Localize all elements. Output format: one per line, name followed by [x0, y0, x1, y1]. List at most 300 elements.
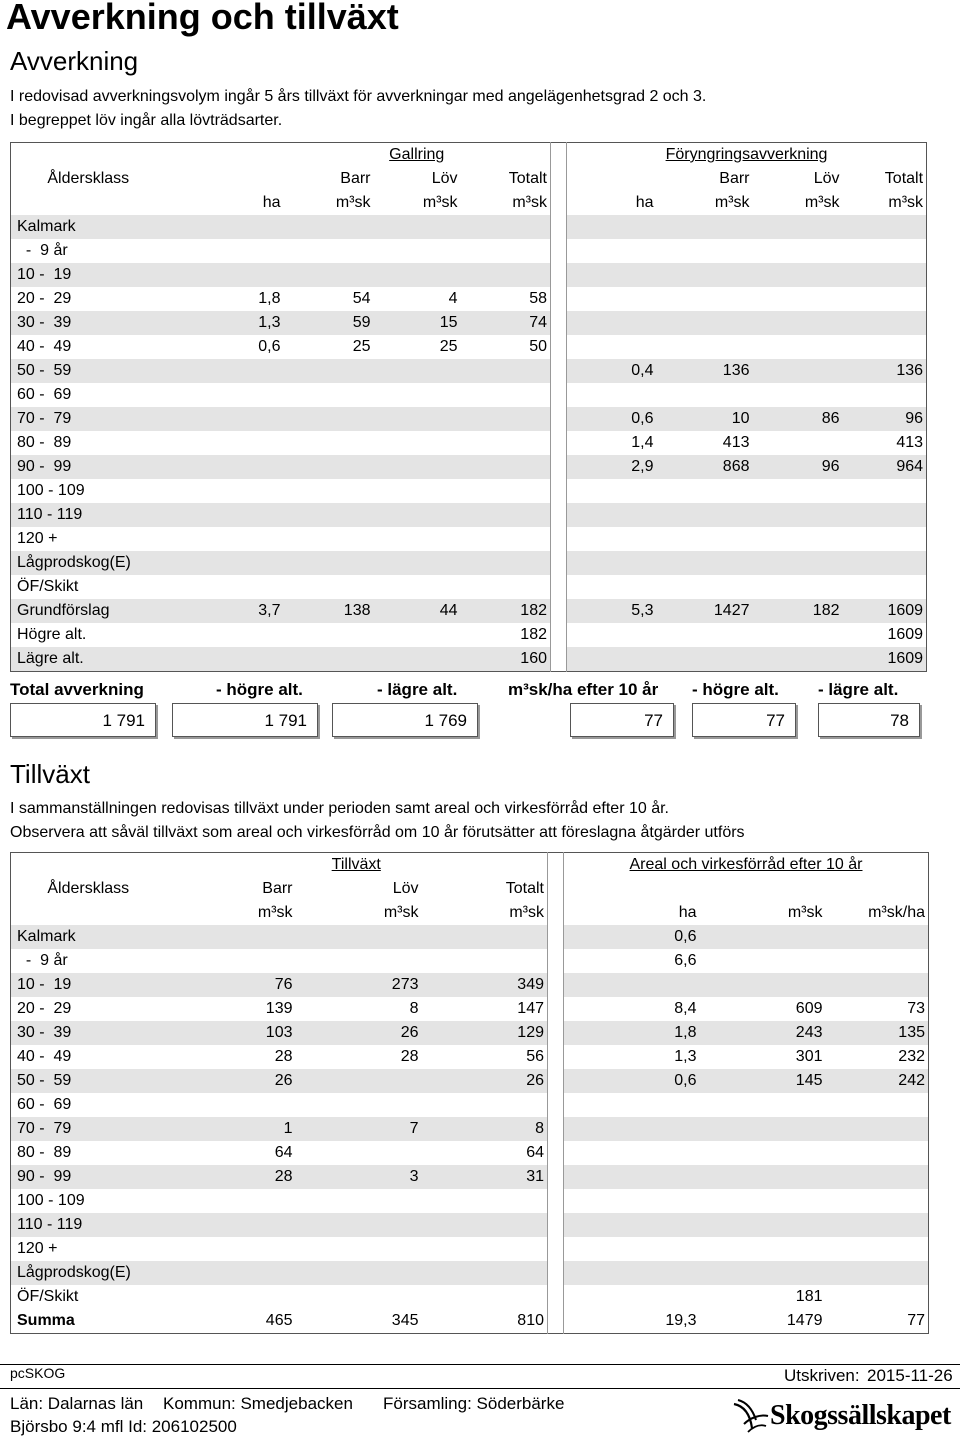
- table-cell: [700, 1189, 826, 1213]
- col-totalt: Totalt: [843, 167, 927, 191]
- table-cell: [284, 383, 374, 407]
- table-row: [11, 973, 929, 997]
- table-cell: [422, 1285, 548, 1309]
- table-cell: [700, 1165, 826, 1189]
- table-cell: 182: [520, 626, 547, 643]
- total-value-box: 78: [818, 703, 920, 737]
- table-cell: [166, 1189, 296, 1213]
- table-cell: 4: [448, 290, 458, 307]
- table-cell: [567, 503, 657, 527]
- row-label: 70 - 79: [11, 407, 166, 431]
- unit-ha: ha: [166, 191, 284, 215]
- col-aldersklass: Åldersklass: [11, 877, 166, 901]
- table-cell: [843, 479, 927, 503]
- table-cell: 1609: [843, 647, 927, 672]
- table-cell: [826, 1285, 929, 1309]
- table-cell: 96: [753, 455, 843, 479]
- table-cell: 28: [166, 1165, 296, 1189]
- table-cell: [567, 575, 657, 599]
- table-cell: [461, 215, 551, 239]
- table-cell: [843, 287, 927, 311]
- table-cell: [567, 647, 657, 672]
- table-cell: 25: [352, 338, 371, 355]
- table-cell: [166, 479, 284, 503]
- table-cell: [826, 1141, 929, 1165]
- table-cell: [422, 1213, 548, 1237]
- table-row: [11, 1117, 929, 1141]
- table-cell: [753, 623, 843, 647]
- table-row: [11, 359, 927, 383]
- page-title: Avverkning och tillväxt: [6, 0, 399, 37]
- lan-label: Län: Dalarnas län: [10, 1394, 144, 1413]
- table-cell: 58: [529, 290, 547, 307]
- table-cell: [284, 623, 374, 647]
- table-row: [11, 287, 927, 311]
- table-cell: 19,3: [564, 1309, 700, 1334]
- table-cell: [166, 503, 284, 527]
- table-cell: [753, 287, 843, 311]
- table-cell: [700, 1141, 826, 1165]
- row-label: 110 - 119: [11, 1213, 166, 1237]
- table-cell: [826, 1117, 929, 1141]
- table-row: [11, 647, 927, 672]
- table-cell: [700, 1261, 826, 1285]
- table-cell: [166, 925, 296, 949]
- table-cell: [567, 479, 657, 503]
- unit-m3sk: m³sk: [843, 191, 927, 215]
- table-cell: [374, 239, 461, 263]
- row-label: Lägre alt.: [11, 647, 166, 672]
- table-cell: [753, 479, 843, 503]
- table-cell: [564, 1141, 700, 1165]
- table-cell: [461, 407, 551, 431]
- row-label: Summa: [11, 1309, 166, 1334]
- table-cell: 1,8: [258, 290, 281, 307]
- forsamling-label: Församling: Söderbärke: [383, 1394, 565, 1413]
- table-cell: [843, 383, 927, 407]
- table-cell: [843, 551, 927, 575]
- table-cell: [657, 503, 753, 527]
- table-row: [11, 455, 927, 479]
- table-row: [11, 925, 929, 949]
- row-label: Lågprodskog(E): [11, 551, 166, 575]
- row-label: 120 +: [17, 1240, 58, 1257]
- row-label: 30 - 39: [11, 1021, 166, 1045]
- table-cell: [753, 239, 843, 263]
- table-cell: [284, 527, 374, 551]
- printed-label: Utskriven:: [784, 1366, 860, 1385]
- table-cell: [284, 431, 374, 455]
- table-cell: [753, 215, 843, 239]
- row-label: Högre alt.: [17, 626, 87, 643]
- row-label: Lågprodskog(E): [11, 1261, 166, 1285]
- table-cell: [374, 431, 461, 455]
- table-cell: [296, 1189, 422, 1213]
- col-aldersklass: Åldersklass: [11, 167, 166, 191]
- table-cell: [461, 503, 551, 527]
- table-row: [11, 1213, 929, 1237]
- table-cell: [657, 527, 753, 551]
- table-cell: 810: [422, 1309, 548, 1334]
- table-cell: 64: [274, 1144, 293, 1161]
- table-cell: [567, 527, 657, 551]
- table-cell: 28: [274, 1048, 293, 1065]
- total-value-box: 1 791: [10, 703, 156, 737]
- row-label: 100 - 109: [17, 1192, 85, 1209]
- total-label: Total avverkning: [10, 680, 144, 699]
- table-cell: 964: [843, 455, 927, 479]
- table-cell: [843, 263, 927, 287]
- table-cell: [753, 383, 843, 407]
- table-cell: 56: [526, 1048, 544, 1065]
- group-tillvaxt: Tillväxt: [166, 853, 548, 878]
- table-cell: 301: [795, 1048, 823, 1065]
- table-row: [11, 1309, 929, 1334]
- table-cell: [843, 575, 927, 599]
- table-cell: [826, 973, 929, 997]
- table-cell: 26: [166, 1069, 296, 1093]
- table-cell: 139: [265, 1000, 293, 1017]
- table-cell: [826, 1093, 929, 1117]
- table-cell: 182: [753, 599, 843, 623]
- table-row: [11, 503, 927, 527]
- table-cell: [374, 263, 461, 287]
- table-cell: [166, 949, 296, 973]
- table-cell: [843, 311, 927, 335]
- row-label: 20 - 29: [17, 290, 72, 307]
- table-cell: [700, 973, 826, 997]
- row-label: ÖF/Skikt: [17, 578, 79, 595]
- unit-m3sk: m³sk: [753, 191, 843, 215]
- table-cell: 59: [284, 311, 374, 335]
- row-label: 80 - 89: [17, 434, 72, 451]
- table-cell: [284, 263, 374, 287]
- table-cell: 182: [461, 599, 551, 623]
- row-label: 30 - 39: [11, 311, 166, 335]
- table-cell: 3: [296, 1165, 422, 1189]
- table-cell: [461, 239, 551, 263]
- table-row: [11, 575, 927, 599]
- row-label: 80 - 89: [17, 1144, 72, 1161]
- table-cell: [166, 1093, 296, 1117]
- table-cell: 8,4: [674, 1000, 697, 1017]
- table-cell: [166, 263, 284, 287]
- table-cell: 26: [296, 1021, 422, 1045]
- table-cell: [657, 479, 753, 503]
- table-row: [11, 263, 927, 287]
- table-cell: [564, 1237, 700, 1261]
- unit-m3sk: m³sk: [374, 191, 461, 215]
- row-label: 20 - 29: [17, 1000, 72, 1017]
- table-cell: 465: [166, 1309, 296, 1334]
- row-label: 90 - 99: [11, 1165, 166, 1189]
- row-label: Kalmark: [11, 925, 166, 949]
- tillvaxt-table: [10, 852, 929, 1334]
- table-cell: 1,4: [631, 434, 654, 451]
- table-cell: [657, 215, 753, 239]
- intro-text-1: I redovisad avverkningsvolym ingår 5 års tillväxt för avverkningar med angelägenhetsgrad 2 och 3.: [10, 88, 707, 105]
- unit-m3sk: m³sk: [461, 191, 551, 215]
- table-row: [11, 551, 927, 575]
- table-cell: [374, 407, 461, 431]
- table-row: [11, 1069, 929, 1093]
- col-barr: Barr: [284, 167, 374, 191]
- table-cell: [374, 575, 461, 599]
- row-label: 50 - 59: [11, 1069, 166, 1093]
- table-cell: [284, 215, 374, 239]
- unit-m3sk: m³sk: [700, 901, 826, 925]
- table-cell: [753, 335, 843, 359]
- table-cell: 1,3: [166, 311, 284, 335]
- table-cell: [461, 575, 551, 599]
- table-row: [11, 1045, 929, 1069]
- table-cell: [166, 527, 284, 551]
- table-cell: [422, 949, 548, 973]
- table-row: [11, 431, 927, 455]
- table-cell: [564, 1213, 700, 1237]
- table-cell: 8: [409, 1000, 419, 1017]
- col-barr: Barr: [657, 167, 753, 191]
- table-row: [11, 527, 927, 551]
- unit-m3sk: m³sk: [296, 901, 422, 925]
- unit-m3sk: m³sk: [657, 191, 753, 215]
- table-cell: 96: [843, 407, 927, 431]
- table-row: [11, 215, 927, 239]
- table-cell: 54: [352, 290, 371, 307]
- table-row: [11, 1141, 929, 1165]
- table-cell: [700, 1213, 826, 1237]
- col-totalt: Totalt: [461, 167, 551, 191]
- table-cell: [374, 503, 461, 527]
- table-cell: [567, 215, 657, 239]
- table-cell: [657, 239, 753, 263]
- table-cell: [422, 1189, 548, 1213]
- logo-text: Skogssällskapet: [770, 1400, 951, 1431]
- footer-divider-top: [0, 1364, 960, 1365]
- footer-divider-bottom: [0, 1388, 960, 1389]
- table-row: [11, 239, 927, 263]
- table-cell: 345: [296, 1309, 422, 1334]
- col-lov: Löv: [296, 877, 422, 901]
- table-cell: 3,7: [166, 599, 284, 623]
- table-cell: [843, 239, 927, 263]
- row-label: 40 - 49: [17, 338, 72, 355]
- tillvaxt-text-2: Observera att såväl tillväxt som areal och virkesförråd om 10 år förutsätter att föreslagna åtgärder utförs: [10, 824, 745, 841]
- table-cell: 74: [461, 311, 551, 335]
- table-cell: [826, 1213, 929, 1237]
- table-row: [11, 1093, 929, 1117]
- table-row: [11, 623, 927, 647]
- row-label: 110 - 119: [11, 503, 166, 527]
- kommun-label: Kommun: Smedjebacken: [163, 1394, 353, 1413]
- table-cell: [567, 551, 657, 575]
- table-cell: 26: [422, 1069, 548, 1093]
- table-cell: [843, 215, 927, 239]
- table-cell: 15: [374, 311, 461, 335]
- table-cell: 0,6: [564, 1069, 700, 1093]
- table-cell: 129: [422, 1021, 548, 1045]
- table-cell: 31: [422, 1165, 548, 1189]
- table-cell: 273: [296, 973, 422, 997]
- table-cell: [826, 1237, 929, 1261]
- fastighet-label: Björsbo 9:4 mfl Id: 206102500: [10, 1417, 237, 1436]
- table-cell: [567, 239, 657, 263]
- table-cell: 7: [296, 1117, 422, 1141]
- table-row: [11, 997, 929, 1021]
- table-cell: [296, 1093, 422, 1117]
- table-cell: [284, 479, 374, 503]
- table-cell: [284, 647, 374, 672]
- row-label: 90 - 99: [11, 455, 166, 479]
- table-cell: [461, 455, 551, 479]
- row-label: 10 - 19: [11, 263, 166, 287]
- unit-m3sk: m³sk: [422, 901, 548, 925]
- table-cell: [657, 311, 753, 335]
- table-cell: 1427: [657, 599, 753, 623]
- table-row: [11, 479, 927, 503]
- table-cell: 135: [826, 1021, 929, 1045]
- table-cell: [564, 1285, 700, 1309]
- table-cell: [753, 575, 843, 599]
- table-cell: 413: [896, 434, 924, 451]
- table-cell: 609: [795, 1000, 823, 1017]
- table-cell: [753, 359, 843, 383]
- table-cell: [564, 1093, 700, 1117]
- table-cell: [700, 1117, 826, 1141]
- table-cell: [461, 479, 551, 503]
- table-cell: [753, 503, 843, 527]
- table-cell: [422, 1261, 548, 1285]
- table-cell: 77: [826, 1309, 929, 1334]
- table-cell: [166, 1213, 296, 1237]
- table-cell: [700, 1093, 826, 1117]
- table-cell: 25: [439, 338, 458, 355]
- table-cell: [374, 551, 461, 575]
- table-row: [11, 949, 929, 973]
- table-cell: [564, 1165, 700, 1189]
- table-cell: [296, 1261, 422, 1285]
- table-cell: 0,6: [567, 407, 657, 431]
- table-cell: [296, 1141, 422, 1165]
- table-cell: 138: [284, 599, 374, 623]
- table-cell: [700, 925, 826, 949]
- table-cell: [461, 359, 551, 383]
- table-cell: [284, 359, 374, 383]
- table-row: [11, 599, 927, 623]
- table-cell: [461, 383, 551, 407]
- row-label: 40 - 49: [17, 1048, 72, 1065]
- row-label: 60 - 69: [17, 386, 72, 403]
- table-cell: 0,4: [567, 359, 657, 383]
- col-totalt: Totalt: [422, 877, 548, 901]
- table-cell: [166, 647, 284, 672]
- table-cell: [284, 503, 374, 527]
- table-cell: [284, 551, 374, 575]
- table-cell: [374, 623, 461, 647]
- table-cell: [166, 239, 284, 263]
- table-cell: [657, 575, 753, 599]
- table-cell: 6,6: [674, 952, 697, 969]
- section-heading-tillvaxt: Tillväxt: [10, 759, 90, 789]
- table-cell: [374, 647, 461, 672]
- table-cell: 1: [166, 1117, 296, 1141]
- table-cell: 2,9: [567, 455, 657, 479]
- table-cell: [461, 551, 551, 575]
- row-label: - 9 år: [17, 242, 68, 259]
- table-cell: 50: [529, 338, 547, 355]
- group-foryngring: Föryngringsavverkning: [567, 143, 927, 168]
- table-cell: 76: [166, 973, 296, 997]
- table-cell: [567, 287, 657, 311]
- table-cell: [753, 551, 843, 575]
- table-cell: [374, 479, 461, 503]
- table-cell: 1,3: [674, 1048, 697, 1065]
- table-cell: [564, 1261, 700, 1285]
- table-cell: [461, 263, 551, 287]
- table-cell: [166, 1261, 296, 1285]
- table-cell: 147: [517, 1000, 544, 1017]
- table-cell: [567, 623, 657, 647]
- table-cell: [284, 455, 374, 479]
- table-cell: [700, 949, 826, 973]
- col-barr: Barr: [166, 877, 296, 901]
- table-cell: 413: [722, 434, 750, 451]
- table-cell: [843, 335, 927, 359]
- table-row: [11, 1165, 929, 1189]
- unit-ha: ha: [567, 191, 657, 215]
- table-cell: 136: [843, 359, 927, 383]
- table-cell: [166, 383, 284, 407]
- table-cell: [166, 1285, 296, 1309]
- table-cell: [826, 949, 929, 973]
- table-cell: [422, 1237, 548, 1261]
- table-cell: [826, 1189, 929, 1213]
- table-row: [11, 1189, 929, 1213]
- row-label: 120 +: [17, 530, 58, 547]
- table-row: [11, 1237, 929, 1261]
- table-cell: [826, 1261, 929, 1285]
- table-cell: [296, 1069, 422, 1093]
- table-cell: [296, 1213, 422, 1237]
- tillvaxt-text-1: I sammanställningen redovisas tillväxt under perioden samt areal och virkesförråd efter 10 år.: [10, 800, 669, 817]
- table-cell: [422, 925, 548, 949]
- table-cell: [657, 383, 753, 407]
- col-lov: Löv: [753, 167, 843, 191]
- table-cell: [284, 575, 374, 599]
- table-cell: [657, 647, 753, 672]
- table-cell: [296, 1285, 422, 1309]
- row-label: 10 - 19: [11, 973, 166, 997]
- table-cell: 103: [166, 1021, 296, 1045]
- table-cell: [567, 383, 657, 407]
- table-cell: [166, 431, 284, 455]
- total-label: - högre alt.: [216, 680, 303, 699]
- table-cell: [843, 527, 927, 551]
- printed-date: 2015-11-26: [867, 1366, 953, 1385]
- table-cell: [374, 383, 461, 407]
- table-cell: 28: [400, 1048, 419, 1065]
- table-cell: 242: [826, 1069, 929, 1093]
- table-cell: [166, 623, 284, 647]
- table-cell: [753, 431, 843, 455]
- table-cell: 0,6: [258, 338, 281, 355]
- table-cell: [826, 925, 929, 949]
- table-cell: 349: [422, 973, 548, 997]
- unit-ha: ha: [564, 901, 700, 925]
- table-cell: [564, 1117, 700, 1141]
- table-cell: [826, 1165, 929, 1189]
- table-cell: [657, 623, 753, 647]
